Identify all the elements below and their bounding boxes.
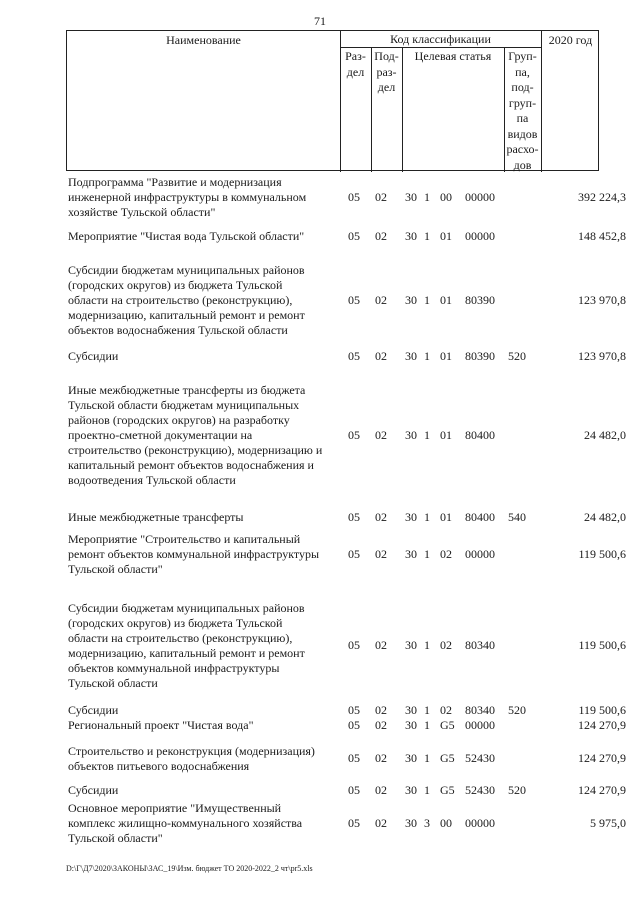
row-code-g: 520: [508, 349, 526, 363]
row-code-c: 02: [440, 547, 452, 561]
row-code-d: 80390: [465, 349, 495, 363]
row-code-p: 02: [375, 783, 387, 797]
row-code-d: 00000: [465, 816, 495, 830]
row-code-b: 1: [424, 349, 430, 363]
row-code-c: 01: [440, 293, 452, 307]
row-code-r: 05: [348, 293, 360, 307]
header-code-group: Код классификации: [390, 32, 491, 46]
row-name: Строительство и реконструкция (модернизация) объектов питьевого водоснабжения: [68, 744, 315, 773]
row-name: Субсидии: [68, 783, 119, 797]
row-code-p: 02: [375, 229, 387, 243]
row-code-r: 05: [348, 638, 360, 652]
row-code-r: 05: [348, 703, 360, 717]
header-year: 2020 год: [548, 33, 593, 47]
row-code-p: 02: [375, 703, 387, 717]
row-name: Подпрограмма "Развитие и модернизация инженерной инфраструктуры в коммунальном хозяйстве Тульской области": [68, 175, 307, 219]
header-target: Целевая статья: [414, 49, 492, 63]
row-code-a: 30: [405, 349, 417, 363]
row-amount: 24 482,0: [584, 510, 626, 524]
row-code-c: 00: [440, 816, 452, 830]
row-code-d: 80400: [465, 428, 495, 442]
row-code-b: 1: [424, 547, 430, 561]
row-name: Субсидии бюджетам муниципальных районов (городских округов) из бюджета Тульской области на строительство (реконструкцию), модернизацию, капитальный ремонт и ремонт объектов коммунальной инфраструктуры Тульской области: [68, 601, 305, 690]
row-code-a: 30: [405, 293, 417, 307]
row-code-a: 30: [405, 703, 417, 717]
row-name: Субсидии: [68, 703, 119, 717]
row-amount: 124 270,9: [578, 783, 626, 797]
row-code-p: 02: [375, 293, 387, 307]
row-code-b: 1: [424, 229, 430, 243]
row-name: Иные межбюджетные трансферты: [68, 510, 244, 524]
table-row: [0, 263, 640, 338]
row-code-r: 05: [348, 547, 360, 561]
row-code-b: 3: [424, 816, 430, 830]
row-code-c: 01: [440, 349, 452, 363]
row-code-a: 30: [405, 783, 417, 797]
row-code-a: 30: [405, 190, 417, 204]
row-code-b: 1: [424, 190, 430, 204]
row-code-d: 00000: [465, 547, 495, 561]
table-row: [0, 801, 640, 846]
row-code-d: 80390: [465, 293, 495, 307]
row-name: Мероприятие "Чистая вода Тульской области": [68, 229, 305, 243]
row-code-p: 02: [375, 547, 387, 561]
row-code-c: G5: [440, 783, 455, 797]
row-code-p: 02: [375, 718, 387, 732]
row-amount: 392 224,3: [578, 190, 626, 204]
row-code-a: 30: [405, 510, 417, 524]
row-amount: 124 270,9: [578, 718, 626, 732]
row-code-c: G5: [440, 718, 455, 732]
row-code-a: 30: [405, 816, 417, 830]
table-row: [0, 718, 640, 733]
row-name: Мероприятие "Строительство и капитальный ремонт объектов коммунальной инфраструктуры Тульской области": [68, 532, 320, 576]
row-code-r: 05: [348, 428, 360, 442]
row-code-p: 02: [375, 638, 387, 652]
table-row: [0, 175, 640, 220]
row-name: Иные межбюджетные трансферты из бюджета Тульской области бюджетам муниципальных районов (городских округов) на разработку проектно-сметной документации на строительство (реконструкцию), модернизацию и капитальный ремонт объектов водоснабжения и водоотведения Тульской области: [68, 383, 323, 487]
table-row: [0, 703, 640, 718]
row-code-c: G5: [440, 751, 455, 765]
row-code-p: 02: [375, 510, 387, 524]
row-code-d: 52430: [465, 751, 495, 765]
table-row: [0, 783, 640, 798]
row-code-d: 00000: [465, 190, 495, 204]
row-code-c: 02: [440, 638, 452, 652]
row-code-a: 30: [405, 229, 417, 243]
row-code-b: 1: [424, 293, 430, 307]
row-code-d: 00000: [465, 229, 495, 243]
row-code-a: 30: [405, 718, 417, 732]
row-code-d: 52430: [465, 783, 495, 797]
row-code-p: 02: [375, 349, 387, 363]
row-code-p: 02: [375, 190, 387, 204]
row-code-p: 02: [375, 428, 387, 442]
row-code-r: 05: [348, 816, 360, 830]
row-code-b: 1: [424, 428, 430, 442]
page-number: 71: [314, 14, 326, 28]
row-code-c: 01: [440, 510, 452, 524]
row-code-c: 01: [440, 229, 452, 243]
row-code-d: 80400: [465, 510, 495, 524]
table-row: [0, 510, 640, 525]
row-code-p: 02: [375, 816, 387, 830]
row-code-g: 520: [508, 703, 526, 717]
row-code-a: 30: [405, 751, 417, 765]
row-amount: 123 970,8: [578, 349, 626, 363]
row-amount: 24 482,0: [584, 428, 626, 442]
row-name: Субсидии: [68, 349, 119, 363]
row-code-b: 1: [424, 783, 430, 797]
row-code-r: 05: [348, 349, 360, 363]
row-code-r: 05: [348, 229, 360, 243]
row-code-b: 1: [424, 638, 430, 652]
row-amount: 123 970,8: [578, 293, 626, 307]
row-code-b: 1: [424, 510, 430, 524]
row-code-d: 00000: [465, 718, 495, 732]
row-code-c: 02: [440, 703, 452, 717]
row-code-r: 05: [348, 510, 360, 524]
table-row: [0, 383, 640, 488]
row-amount: 148 452,8: [578, 229, 626, 243]
table-row: [0, 601, 640, 691]
row-code-d: 80340: [465, 638, 495, 652]
header-name: Наименование: [166, 33, 241, 47]
row-code-r: 05: [348, 190, 360, 204]
table-row: [0, 229, 640, 244]
row-name: Субсидии бюджетам муниципальных районов (городских округов) из бюджета Тульской области на строительство (реконструкцию), модернизацию, капитальный ремонт и ремонт объектов водоснабжения Тульской области: [68, 263, 305, 337]
header-razdel: Раз- дел: [345, 49, 366, 79]
row-code-g: 520: [508, 783, 526, 797]
row-code-r: 05: [348, 751, 360, 765]
row-code-b: 1: [424, 703, 430, 717]
row-name: Региональный проект "Чистая вода": [68, 718, 254, 732]
header-group: Груп- па, под- груп- па видов расхо- дов: [506, 49, 539, 172]
row-code-b: 1: [424, 718, 430, 732]
row-amount: 124 270,9: [578, 751, 626, 765]
file-path: D:\Г\Д7\2020\ЗАКОНЫ\ЗАС_19\Изм. бюджет ТО 2020-2022_2 чт\pr5.xls: [66, 864, 313, 873]
header-podrazdel: Под- раз- дел: [374, 49, 399, 94]
row-code-r: 05: [348, 718, 360, 732]
row-code-a: 30: [405, 428, 417, 442]
table-row: [0, 744, 640, 774]
row-code-c: 01: [440, 428, 452, 442]
row-amount: 119 500,6: [578, 547, 626, 561]
row-code-g: 540: [508, 510, 526, 524]
row-amount: 119 500,6: [578, 638, 626, 652]
table-header: [66, 30, 599, 171]
row-code-a: 30: [405, 638, 417, 652]
row-name: Основное мероприятие "Имущественный комплекс жилищно-коммунального хозяйства Тульской области": [68, 801, 303, 845]
row-amount: 119 500,6: [578, 703, 626, 717]
row-code-d: 80340: [465, 703, 495, 717]
table-row: [0, 349, 640, 364]
row-code-r: 05: [348, 783, 360, 797]
row-code-b: 1: [424, 751, 430, 765]
row-code-p: 02: [375, 751, 387, 765]
row-code-a: 30: [405, 547, 417, 561]
table-row: [0, 532, 640, 577]
row-amount: 5 975,0: [590, 816, 626, 830]
row-code-c: 00: [440, 190, 452, 204]
